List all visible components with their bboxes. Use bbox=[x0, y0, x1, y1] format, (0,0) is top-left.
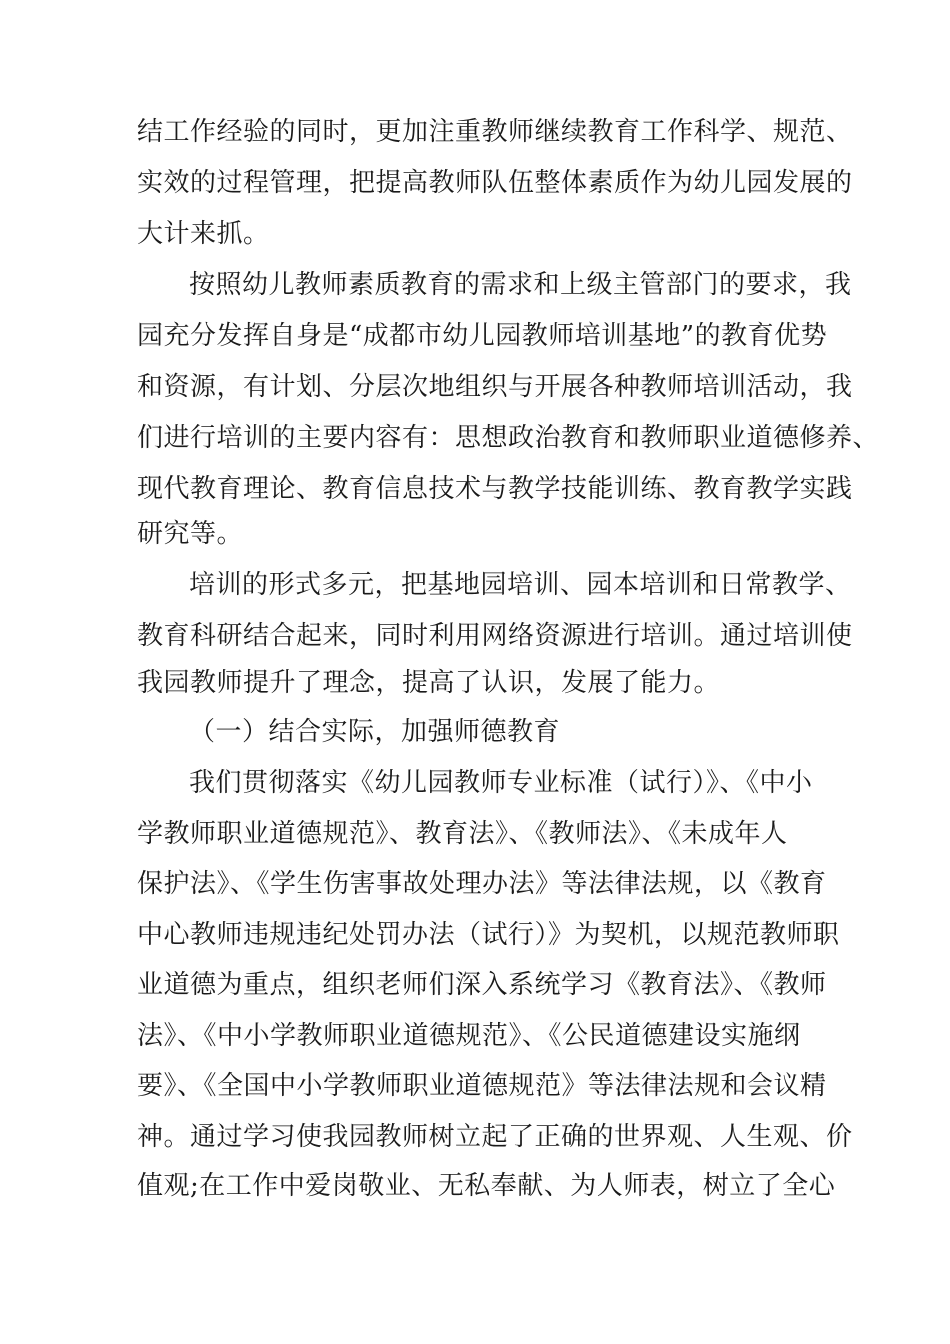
text-line: 教育科研结合起来，同时利用网络资源进行培训。通过培训使 bbox=[137, 621, 853, 651]
text-line: 我园教师提升了理念，提高了认识，发展了能力。 bbox=[137, 668, 721, 698]
text-line: 园充分发挥自身是“成都市幼儿园教师培训基地”的教育优势 bbox=[137, 321, 828, 351]
text-line: 神。通过学习使我园教师树立起了正确的世界观、人生观、价 bbox=[137, 1122, 853, 1152]
text-line: 我们贯彻落实《幼儿园教师专业标准（试行）》、《中小 bbox=[189, 768, 813, 798]
text-line: 现代教育理论、教育信息技术与教学技能训练、教育教学实践 bbox=[137, 474, 853, 504]
text-line: 值观;在工作中爱岗敬业、无私奉献、为人师表，树立了全心 bbox=[137, 1171, 836, 1201]
text-line: 们进行培训的主要内容有：思想政治教育和教师职业道德修养、 bbox=[137, 423, 880, 453]
text-line: 和资源，有计划、分层次地组织与开展各种教师培训活动，我 bbox=[137, 372, 853, 402]
text-line: 结工作经验的同时，更加注重教师继续教育工作科学、规范、 bbox=[137, 117, 853, 147]
text-line: 业道德为重点，组织老师们深入系统学习《教育法》、《教师 bbox=[137, 970, 827, 1000]
text-line: 培训的形式多元，把基地园培训、园本培训和日常教学、 bbox=[189, 570, 852, 600]
text-line: 中心教师违规违纪处罚办法（试行）》为契机，以规范教师职 bbox=[137, 920, 840, 950]
text-line: 要》、《全国中小学教师职业道德规范》等法律法规和会议精 bbox=[137, 1071, 827, 1101]
section-heading: （一）结合实际，加强师德教育 bbox=[189, 717, 561, 747]
text-line: 研究等。 bbox=[137, 519, 244, 549]
text-line: 大计来抓。 bbox=[137, 219, 270, 249]
text-line: 学教师职业道德规范》、教育法》、《教师法》、《未成年人 bbox=[137, 819, 788, 849]
text-line: 实效的过程管理，把提高教师队伍整体素质作为幼儿园发展的 bbox=[137, 168, 853, 198]
text-line: 保护法》、《学生伤害事故处理办法》等法律法规，以《教育 bbox=[137, 869, 827, 899]
text-line: 按照幼儿教师素质教育的需求和上级主管部门的要求，我 bbox=[189, 270, 852, 300]
text-line: 法》、《中小学教师职业道德规范》、《公民道德建设实施纲 bbox=[137, 1021, 801, 1051]
